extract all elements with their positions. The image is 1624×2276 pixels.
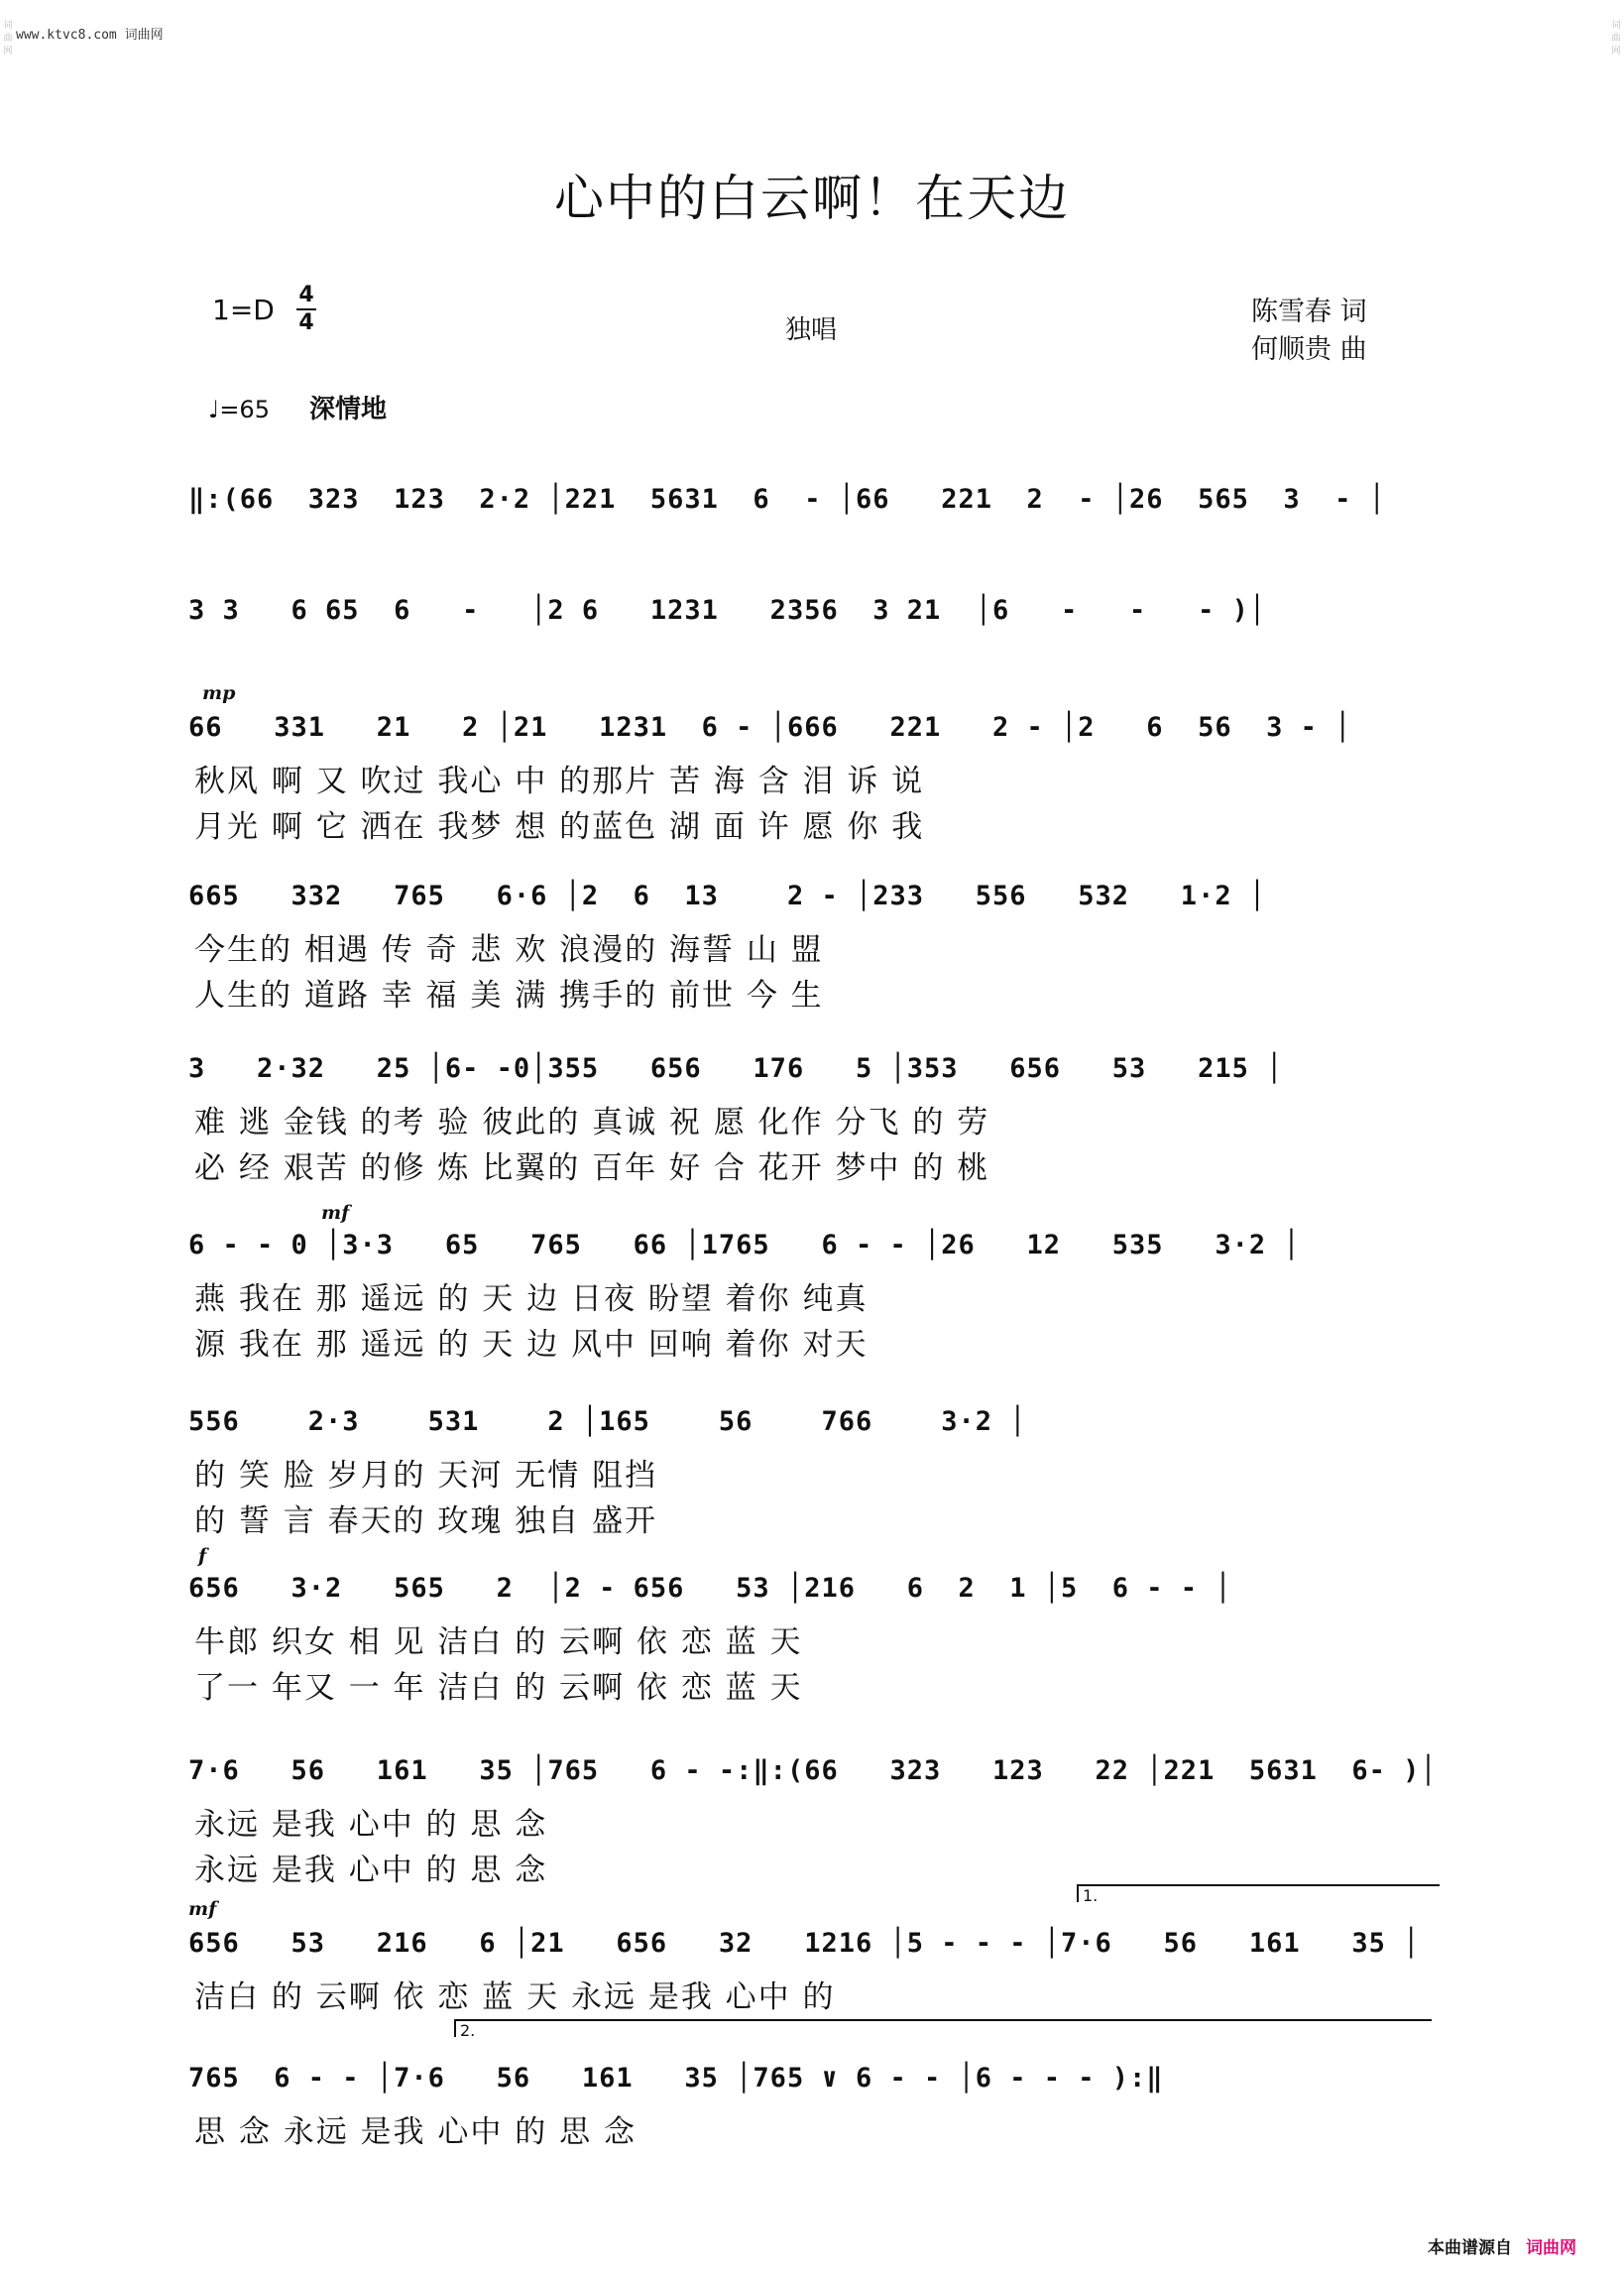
source-brand-link[interactable]: 词曲网 [1526,2238,1576,2258]
lyric-verse-1: 秋风 啊 又 吹过 我心 中 的那片 苦 海 含 泪 诉 说 [194,764,925,799]
lyric-verse-2: 的 誓 言 春天的 玫瑰 独自 盛开 [194,1503,658,1539]
lyric-line: 洁白 的 云啊 依 恋 蓝 天 永远 是我 心中 的 [194,1979,836,2015]
tempo-marking [208,389,387,425]
lyric-verse-2: 永远 是我 心中 的 思 念 [194,1853,548,1888]
key-signature: 1=D [212,294,275,326]
lyric-verse-1: 牛郎 织女 相 见 洁白 的 云啊 依 恋 蓝 天 [194,1624,803,1660]
lyric-verse-2: 人生的 道路 幸 福 美 满 携手的 前世 今 生 [194,978,824,1014]
lyric-verse-2: 月光 啊 它 洒在 我梦 想 的蓝色 湖 面 许 愿 你 我 [194,809,925,845]
dynamic-mark: f [198,1545,207,1567]
dynamic-mark: mp [202,682,236,704]
side-watermark-left: 词曲网 [3,21,13,57]
time-signature [295,284,317,335]
lyric-verse-2: 必 经 艰苦 的修 炼 比翼的 百年 好 合 花开 梦中 的 桃 [194,1150,990,1186]
second-ending-bracket [454,2019,1432,2040]
lyric-line: 思 念 永远 是我 心中 的 思 念 [194,2114,637,2150]
notation-line: 765 6 - - │7·6 56 161 35 │765 ∨ 6 - - │6 - - - ):‖ [188,2063,1164,2094]
lyric-verse-1: 永远 是我 心中 的 思 念 [194,1807,548,1843]
notation-line: 556 2·3 531 2 │165 56 766 3·2 │ [188,1406,1027,1437]
notation-line: 656 3·2 565 2 │2 - 656 53 │216 6 2 1 │5 6 - - │ [188,1573,1232,1604]
notation-line: 656 53 216 6 │21 656 32 1216 │5 - - - │7·6 56 161 35 │ [188,1928,1421,1959]
notation-line: 3 3 6 65 6 - │2 6 1231 2356 3 21 │6 - - - )│ [188,595,1267,626]
lyric-verse-1: 燕 我在 那 遥远 的 天 边 日夜 盼望 着你 纯真 [194,1281,869,1317]
composer-credit: 何顺贵 曲 [1251,334,1367,365]
dynamic-mark: mf [188,1898,217,1920]
lyricist-credit: 陈雪春 词 [1251,297,1367,327]
notation-line: 665 332 765 6·6 │2 6 13 2 - │233 556 532 1·2 │ [188,881,1267,911]
notation-line: 3 2·32 25 │6- -0│355 656 176 5 │353 656 53 215 │ [188,1053,1284,1084]
tempo-value: ♩=65 [208,396,270,423]
site-url[interactable]: www.ktvc8.com 词曲网 [16,28,164,43]
song-title: 心中的白云啊！在天边 [554,170,1070,227]
volta-label: 1. [1083,1886,1099,1905]
lyric-verse-2: 了一 年又 一 年 洁白 的 云啊 依 恋 蓝 天 [194,1670,803,1706]
lyric-verse-1: 的 笑 脸 岁月的 天河 无情 阻挡 [194,1458,658,1494]
time-sig-bottom: 4 [298,310,314,335]
performance-type: 独唱 [785,315,838,345]
expression-mark: 深情地 [308,395,387,424]
source-label: 本曲谱源自 [1428,2238,1512,2258]
source-footer [1428,2233,1576,2258]
lyric-verse-1: 今生的 相遇 传 奇 悲 欢 浪漫的 海誓 山 盟 [194,932,824,968]
lyric-verse-2: 源 我在 那 遥远 的 天 边 风中 回响 着你 对天 [194,1327,869,1363]
lyric-verse-1: 难 逃 金钱 的考 验 彼此的 真诚 祝 愿 化作 分飞 的 劳 [194,1105,990,1140]
notation-line: 66 331 21 2 │21 1231 6 - │666 221 2 - │2 6 56 3 - │ [188,712,1352,743]
notation-line: 6 - - 0 │3·3 65 765 66 │1765 6 - - │26 12 535 3·2 │ [188,1230,1301,1260]
first-ending-bracket [1077,1884,1440,1905]
side-watermark-right: 词曲网 [1611,21,1621,57]
time-sig-top: 4 [298,283,314,307]
notation-line: 7·6 56 161 35 │765 6 - -:‖:(66 323 123 22 │221 5631 6- )│ [188,1755,1438,1786]
credits [1251,294,1367,369]
notation-line: ‖:(66 323 123 2·2 │221 5631 6 - │66 221 2 - │26 565 3 - │ [188,484,1386,515]
volta-label: 2. [460,2021,476,2040]
dynamic-mark: mf [321,1202,350,1224]
